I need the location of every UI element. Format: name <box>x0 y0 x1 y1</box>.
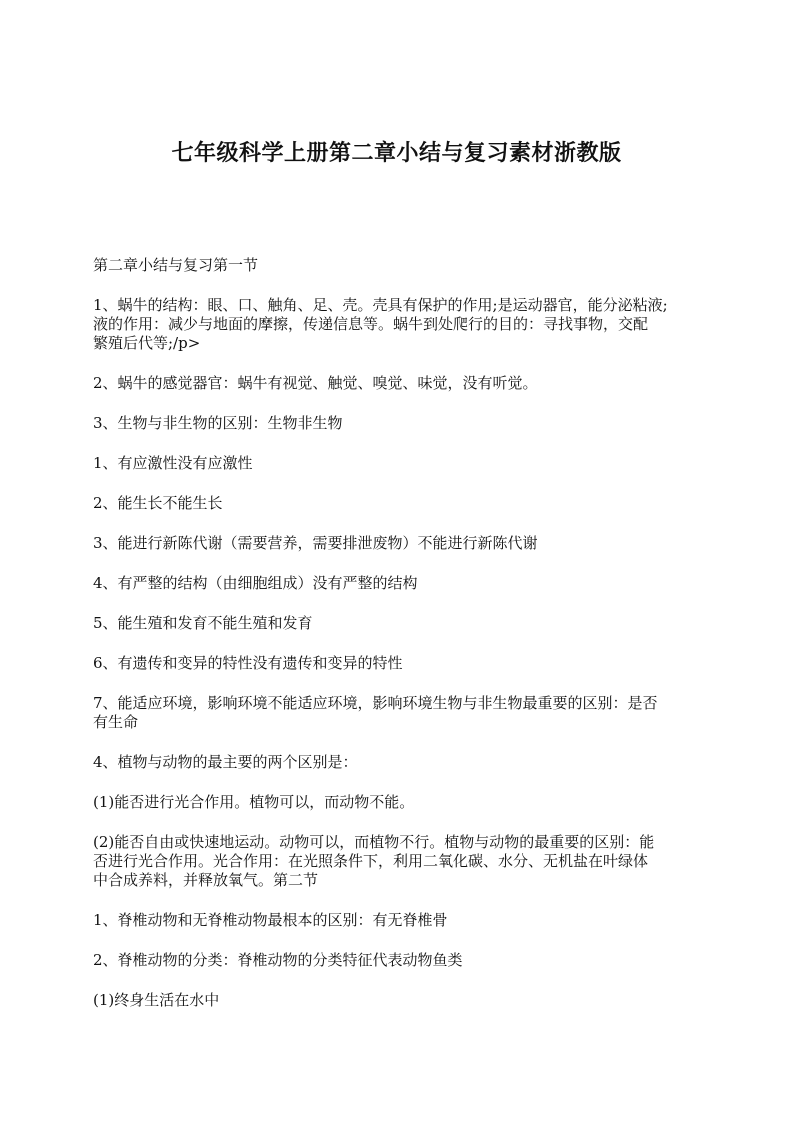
paragraph-item <box>93 494 708 513</box>
text-line: 1、有应激性没有应激性 <box>93 454 253 472</box>
text-line: 3、生物与非生物的区别：生物非生物 <box>93 414 343 432</box>
paragraph-item <box>93 534 708 553</box>
document-body <box>93 256 708 1010</box>
paragraph-vertebrate-classes <box>93 951 708 970</box>
text-line: 2、蜗牛的感觉器官：蜗牛有视觉、触觉、嗅觉、味觉，没有听觉。 <box>93 374 538 392</box>
text-line: 3、能进行新陈代谢（需要营养，需要排泄废物）不能进行新陈代谢 <box>93 534 538 552</box>
paragraph-item <box>93 574 708 593</box>
text-line: 5、能生殖和发育不能生殖和发育 <box>93 614 313 632</box>
paragraph-item <box>93 614 708 633</box>
paragraph-item <box>93 833 708 890</box>
text-line: (2)能否自由或快速地运动。动物可以，而植物不行。植物与动物的最重要的区别：能 <box>93 833 655 851</box>
paragraph-section-heading <box>93 256 708 275</box>
paragraph-snail-senses <box>93 374 708 393</box>
text-line: 中合成养料，并释放氧气。第二节 <box>93 871 319 889</box>
text-line: 7、能适应环境，影响环境不能适应环境，影响环境生物与非生物最重要的区别：是否 <box>93 694 658 712</box>
paragraph-item <box>93 793 708 812</box>
text-line: 2、脊椎动物的分类：脊椎动物的分类特征代表动物鱼类 <box>93 951 463 969</box>
paragraph-item <box>93 454 708 473</box>
paragraph-vertebrates <box>93 911 708 930</box>
text-line: 4、植物与动物的最主要的两个区别是： <box>93 753 358 771</box>
text-line: 否进行光合作用。光合作用：在光照条件下，利用二氧化碳、水分、无机盐在叶绿体 <box>93 852 649 870</box>
text-line: 1、脊椎动物和无脊椎动物最根本的区别：有无脊椎骨 <box>93 911 448 929</box>
paragraph-living-nonliving <box>93 414 708 433</box>
paragraph-item <box>93 991 708 1010</box>
text-line: (1)能否进行光合作用。植物可以，而动物不能。 <box>93 793 415 811</box>
text-line: 4、有严整的结构（由细胞组成）没有严整的结构 <box>93 574 418 592</box>
text-line: 2、能生长不能生长 <box>93 494 223 512</box>
paragraph-item <box>93 694 708 732</box>
text-line: 有生命 <box>93 713 139 731</box>
text-line: 繁殖后代等;/p> <box>93 334 201 352</box>
text-line: 6、有遗传和变异的特性没有遗传和变异的特性 <box>93 654 403 672</box>
text-line: 第二章小结与复习第一节 <box>93 256 259 274</box>
text-line: 1、蜗牛的结构：眼、口、触角、足、壳。壳具有保护的作用;是运动器官，能分泌粘液; <box>93 296 668 314</box>
text-line: 液的作用：减少与地面的摩擦，传递信息等。蜗牛到处爬行的目的：寻找事物，交配 <box>93 315 649 333</box>
paragraph-snail-structure <box>93 296 708 353</box>
paragraph-plant-animal <box>93 753 708 772</box>
paragraph-item <box>93 654 708 673</box>
text-line: (1)终身生活在水中 <box>93 991 220 1009</box>
document-title: 七年级科学上册第二章小结与复习素材浙教版 <box>171 140 622 166</box>
